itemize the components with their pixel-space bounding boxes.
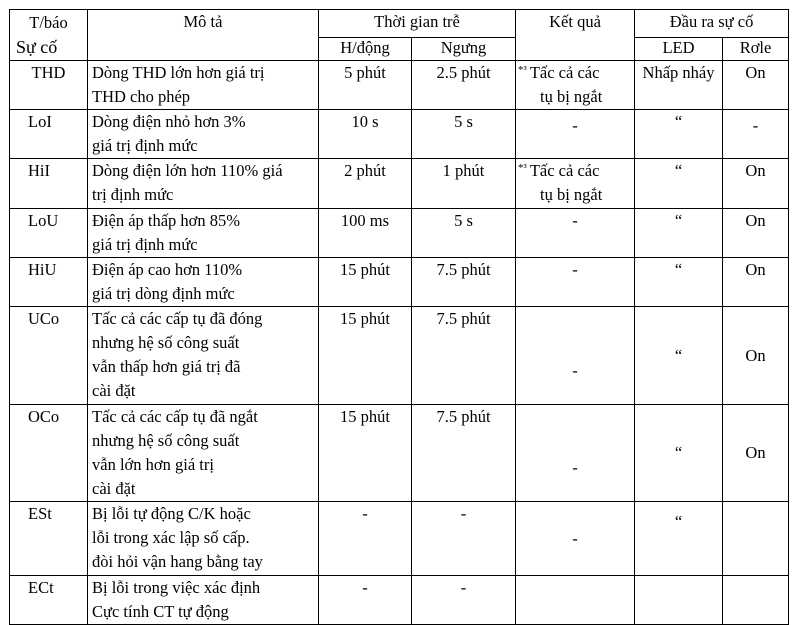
result-footnote-mark: *³ [518,64,527,76]
description-line: Dòng THD lớn hơn giá trị [92,63,265,82]
header-output-led: LED [635,37,723,60]
delay-off: 5 s [412,110,516,159]
table-row [10,307,789,405]
fault-code: ESt [10,502,88,576]
fault-description [88,159,319,209]
relay-output: On [723,405,789,502]
description-line: cài đặt [92,479,136,498]
led-output: “ [635,110,723,159]
fault-code: ECt [10,576,88,625]
fault-description [88,209,319,258]
fault-alarm-table [9,9,789,625]
result: - [516,209,635,258]
delay-on: - [319,502,412,576]
relay-output: On [723,307,789,405]
header-output-relay: Rơle [723,37,789,60]
fault-code: HiI [10,159,88,209]
description-line: Cực tính CT tự động [92,602,229,621]
fault-code: UCo [10,307,88,405]
result-line: Tấc cả các [529,161,600,180]
delay-off: 5 s [412,209,516,258]
header-row-1 [10,10,789,38]
description-line: giá trị dòng định mức [92,284,235,303]
result-line: tụ bị ngắt [540,87,603,106]
delay-off: - [412,502,516,576]
description-line: THD cho phép [92,87,191,106]
description-line: giá trị định mức [92,136,198,155]
header-result: Kết quả [516,10,635,61]
delay-on: 15 phút [319,307,412,405]
delay-on: 10 s [319,110,412,159]
fault-description [88,258,319,307]
description-line: cài đặt [92,381,136,400]
relay-output: On [723,209,789,258]
delay-on: 15 phút [319,258,412,307]
led-output: “ [635,159,723,209]
led-output: “ [635,307,723,405]
delay-off: 2.5 phút [412,61,516,110]
delay-on: - [319,576,412,625]
fault-description [88,405,319,502]
description-line: nhưng hệ số công suất [92,333,240,352]
result-footnote-mark: *³ [518,162,527,174]
fault-description [88,307,319,405]
header-code-line2: Sự cố [16,37,58,57]
description-line: giá trị định mức [92,235,198,254]
result: - [516,258,635,307]
description-line: Điện áp cao hơn 110% [92,260,243,279]
table-row [10,576,789,625]
result [516,159,635,209]
led-output: Nhấp nháy [635,61,723,110]
fault-description [88,61,319,110]
led-output: “ [635,405,723,502]
result: - [516,405,635,502]
delay-on: 5 phút [319,61,412,110]
table-row [10,502,789,576]
table-row [10,61,789,110]
result-line: tụ bị ngắt [540,185,603,204]
description-line: Dòng điện nhỏ hơn 3% [92,112,246,131]
led-output: “ [635,209,723,258]
header-delay: Thời gian trễ [319,10,516,38]
fault-description [88,576,319,625]
delay-off: 7.5 phút [412,405,516,502]
relay-output: On [723,258,789,307]
fault-description [88,502,319,576]
delay-on: 15 phút [319,405,412,502]
delay-off: - [412,576,516,625]
header-delay-on: H/động [319,37,412,60]
table-row [10,405,789,502]
description-line: vẫn lớn hơn giá trị [92,455,214,474]
description-line: Bị lỗi tự động C/K hoặc [92,504,251,523]
header-description: Mô tả [88,10,319,61]
fault-code: OCo [10,405,88,502]
delay-off: 1 phút [412,159,516,209]
led-output: “ [635,502,723,576]
result: - [516,502,635,576]
led-output: “ [635,258,723,307]
fault-code: THD [10,61,88,110]
header-output: Đầu ra sự cố [635,10,789,38]
description-line: trị định mức [92,185,174,204]
description-line: Dòng điện lớn hơn 110% giá [92,161,283,180]
result [516,61,635,110]
delay-on: 100 ms [319,209,412,258]
fault-code: LoU [10,209,88,258]
relay-output [723,576,789,625]
description-line: lỗi trong xác lập số cấp. [92,528,250,547]
delay-off: 7.5 phút [412,258,516,307]
result: - [516,307,635,405]
relay-output: On [723,61,789,110]
result [516,576,635,625]
led-output [635,576,723,625]
description-line: Bị lỗi trong việc xác định [92,578,261,597]
description-line: vẫn thấp hơn giá trị đã [92,357,241,376]
fault-description [88,110,319,159]
description-line: nhưng hệ số công suất [92,431,240,450]
result: - [516,110,635,159]
fault-code: HiU [10,258,88,307]
description-line: Tấc cả các cấp tụ đã ngắt [92,407,258,426]
table-row [10,159,789,209]
table-row [10,258,789,307]
table-row [10,209,789,258]
relay-output: On [723,159,789,209]
description-line: Điện áp thấp hơn 85% [92,211,241,230]
delay-on: 2 phút [319,159,412,209]
relay-output [723,502,789,576]
relay-output: - [723,110,789,159]
header-code [10,10,88,61]
header-code-line1: T/báo [29,13,68,32]
result-line: Tấc cả các [529,63,600,82]
header-delay-off: Ngưng [412,37,516,60]
fault-code: LoI [10,110,88,159]
table-row [10,110,789,159]
description-line: đòi hỏi vận hang bằng tay [92,552,263,571]
description-line: Tấc cả các cấp tụ đã đóng [92,309,263,328]
delay-off: 7.5 phút [412,307,516,405]
